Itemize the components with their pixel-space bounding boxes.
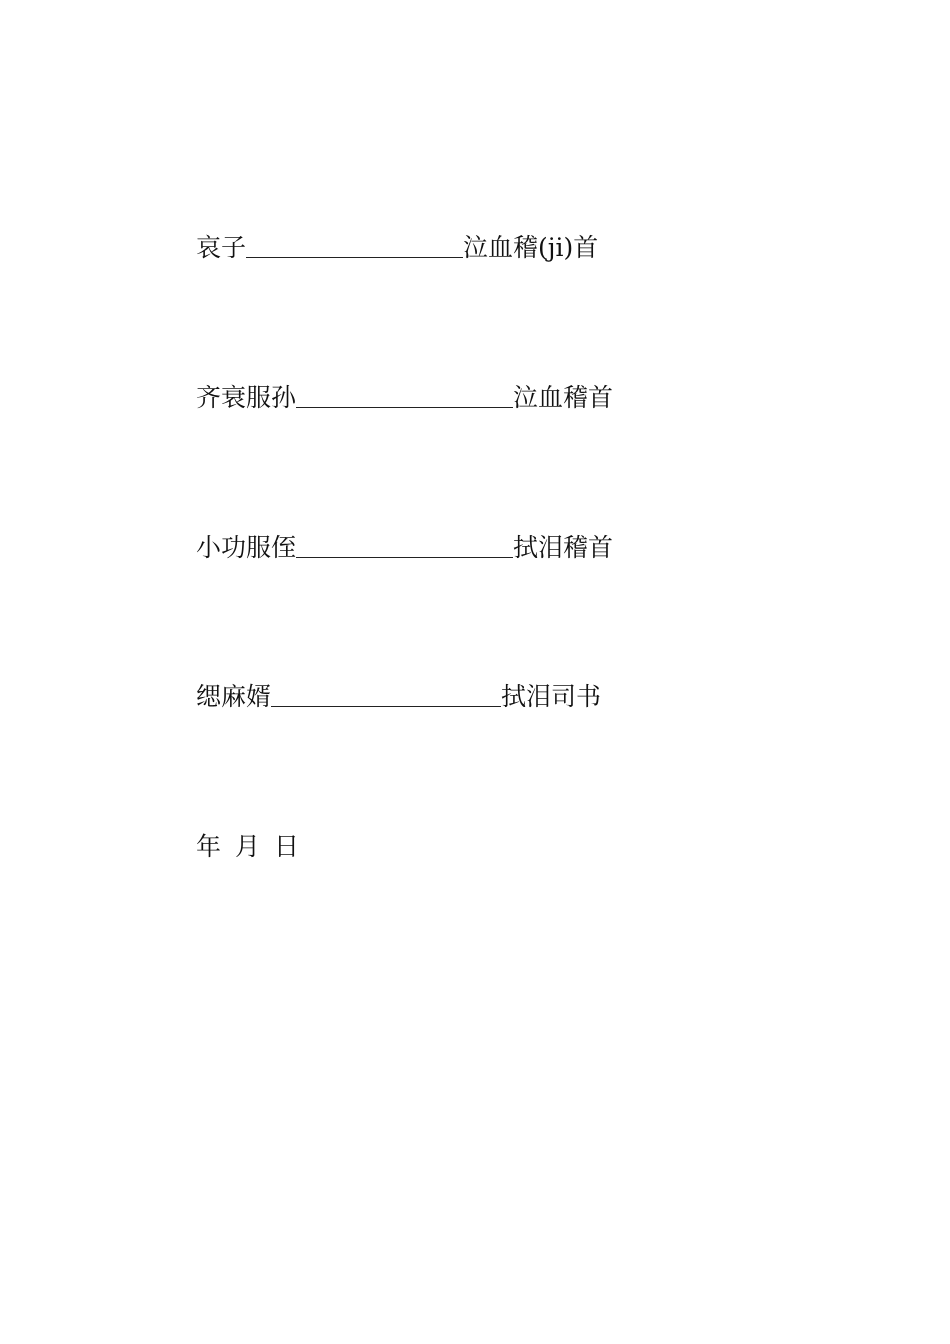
date-year: 年 (196, 832, 222, 861)
signature-line-grandson (196, 382, 613, 414)
line-prefix: 小功服侄 (196, 533, 297, 562)
line-suffix: 拭泪司书 (501, 682, 602, 711)
line-suffix: 泣血稽首 (513, 383, 614, 412)
date-month: 月 (235, 832, 261, 861)
signature-line-son-in-law (196, 681, 601, 713)
signature-line-mourning-son (196, 232, 598, 264)
signature-line-nephew (196, 532, 613, 564)
line-suffix: 拭泪稽首 (513, 533, 614, 562)
name-blank (271, 684, 501, 707)
line-prefix: 齐衰服孙 (196, 383, 297, 412)
name-blank (296, 535, 513, 558)
line-prefix: 缌麻婿 (196, 682, 272, 711)
date-line (196, 831, 299, 863)
name-blank (296, 385, 513, 408)
line-prefix: 哀子 (196, 233, 247, 262)
name-blank (246, 235, 463, 258)
date-day: 日 (274, 832, 300, 861)
line-suffix: 泣血稽(ji)首 (463, 233, 599, 262)
